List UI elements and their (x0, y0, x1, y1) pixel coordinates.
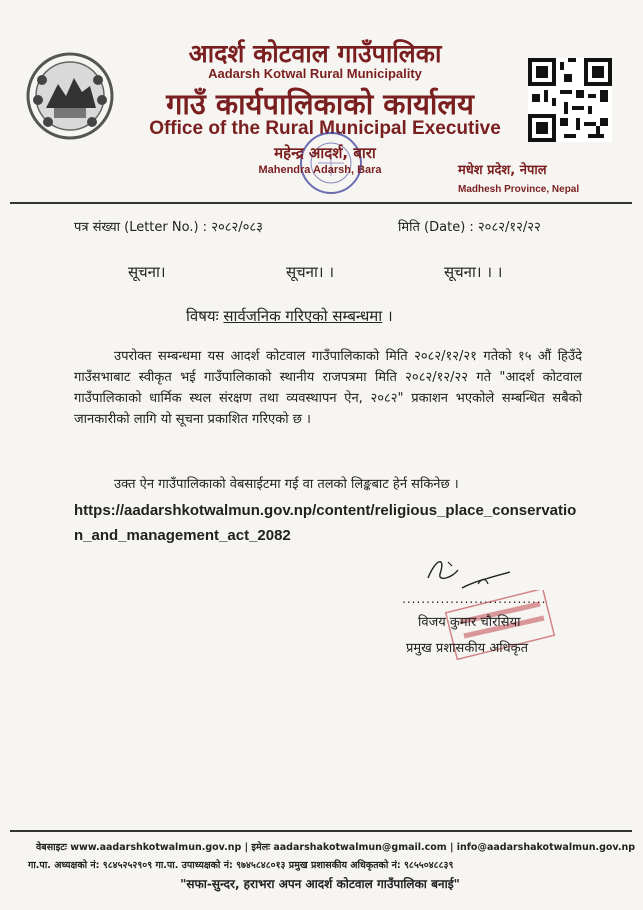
office-name-nepali: गाउँ कार्यपालिकाको कार्यालय (166, 87, 474, 121)
notice-heading-3: सूचना। । । (444, 263, 503, 281)
subject-end: । (386, 307, 393, 325)
location-english: Mahendra Adarsh, Bara (258, 164, 382, 176)
municipality-name-english: Aadarsh Kotwal Rural Municipality (208, 66, 422, 81)
footer-divider (10, 830, 632, 832)
notice-heading-1: सूचना। (128, 263, 166, 281)
signatory-name: विजय कुमार चौरसिया (418, 615, 521, 630)
body-paragraph-1: उपरोक्त सम्बन्धमा यस आदर्श कोटवाल गाउँपालिकाको मिति २०८२/१२/२१ गतेको १५ औं हिउँदे गाउँसभाबाट स्वीकृत भई गाउँपालिकाको स्थानीय राजपत्रमा मिति २०८२/१२/२२ गते "आदर्श कोटवाल गाउँपालिकाको धार्मिक स्थल संरक्षण तथा व्यवस्थापन ऐन, २०८२" प्रकाशन भएकोले सम्बन्धित सबैको जानकारीको लागि यो सूचना प्रकाशित गरिएको छ । (74, 349, 582, 427)
municipality-name-nepali: आदर्श कोटवाल गाउँपालिका (188, 39, 442, 68)
subject-label: विषयः (186, 307, 219, 325)
office-name-english: Office of the Rural Municipal Executive (149, 118, 501, 139)
subject-text: सार्वजनिक गरिएको सम्बन्धमा (223, 307, 383, 325)
letter-number-label: पत्र संख्या (Letter No.) : (74, 220, 208, 235)
date-row (398, 217, 541, 235)
letter-number-row (74, 217, 263, 235)
footer-slogan: "सफा-सुन्दर, हराभरा अपन आदर्श कोटवाल गाउँपालिका बनाई" (180, 877, 460, 891)
province-english: Madhesh Province, Nepal (458, 184, 580, 195)
province-nepali: मधेश प्रदेश, नेपाल (458, 163, 547, 178)
handwritten-signature (418, 548, 518, 594)
act-link[interactable]: https://aadarshkotwalmun.gov.np/content/religious_place_conservation_and_management_act_2082 (74, 502, 577, 544)
location-nepali: महेन्द्र आदर्श, बारा (274, 144, 376, 162)
footer-phone-line: गा.पा. अध्यक्षको नं: ९८४५२५२९०९ गा.पा. उपाध्यक्षको नं: ९७४५८४८०१३ प्रमुख प्रशासकीय अधिकृतको नं: ९८५५०४८८३९ (28, 860, 454, 871)
date-label: मिति (Date) : (398, 220, 474, 235)
subject-line (186, 306, 393, 326)
date-value: २०८२/१२/२२ (477, 220, 541, 235)
footer-contact-line: वेबसाइटः www.aadarshkotwalmun.gov.np | इमेलः aadarshakotwalmun@gmail.com | info@aadarshakotwalmun.gov.np (36, 842, 636, 853)
signature-dotted-line: .............................. (402, 592, 547, 606)
notice-heading-2: सूचना। । (286, 263, 335, 281)
qr-code-icon (528, 58, 612, 142)
letter-number-value: २०८२/०८३ (211, 220, 263, 235)
body-paragraph-2: उक्त ऐन गाउँपालिकाको वेबसाईटमा गई वा तलको लिङ्कबाट हेर्न सकिनेछ । (114, 477, 459, 492)
office-seal-stamp (298, 130, 364, 196)
nepal-emblem-icon (24, 50, 116, 142)
header-divider (10, 202, 632, 204)
signatory-title: प्रमुख प्रशासकीय अधिकृत (406, 641, 529, 656)
